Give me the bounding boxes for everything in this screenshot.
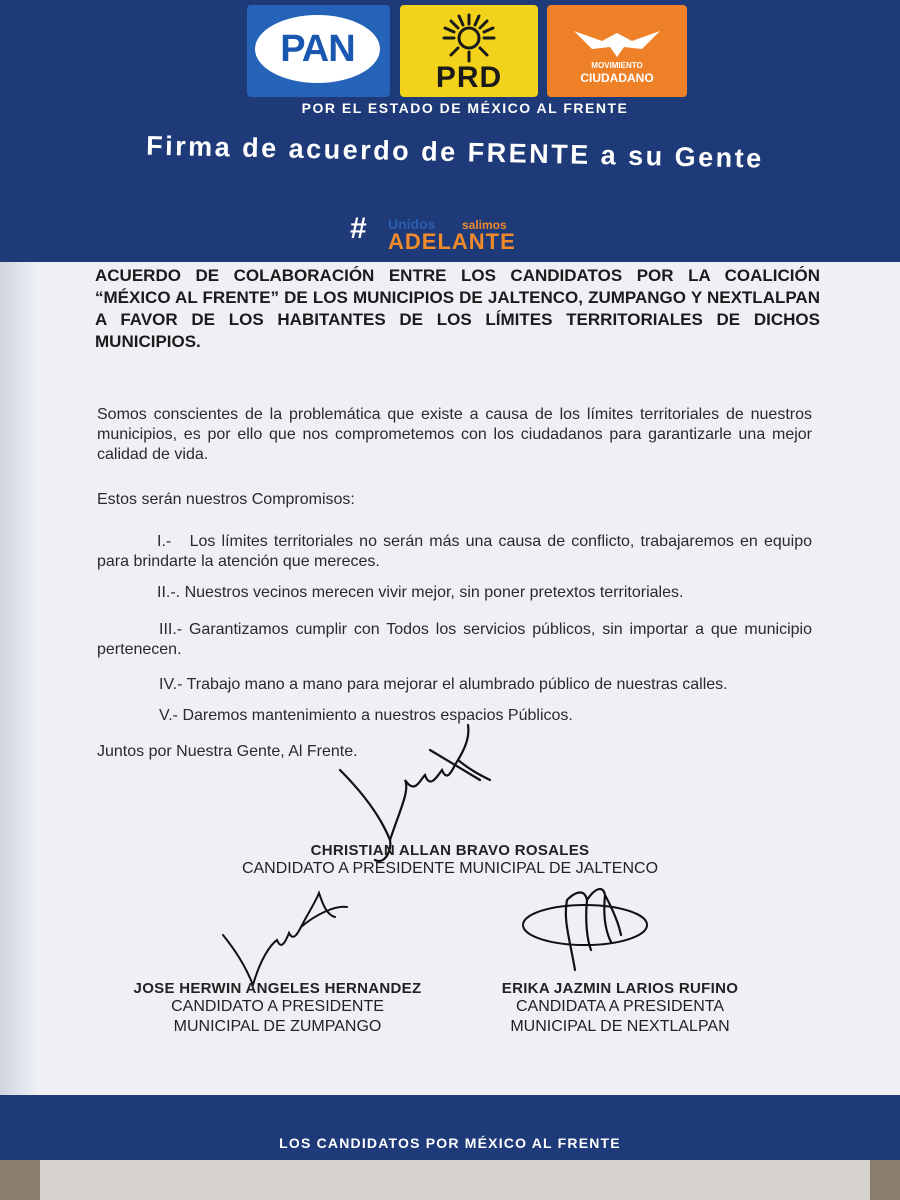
commitment-item bbox=[97, 620, 812, 660]
eagle-icon bbox=[572, 23, 662, 63]
commitment-text: Nuestros vecinos merecen vivir mejor, sin poner pretextos territoriales. bbox=[184, 584, 684, 601]
commitment-number: III.- bbox=[159, 621, 183, 638]
poster-title: Firma de acuerdo de FRENTE a su Gente bbox=[145, 130, 764, 174]
signatory-role: MUNICIPAL DE NEXTLALPAN bbox=[510, 1018, 730, 1035]
mc-logo-label-bottom: CIUDADANO bbox=[580, 71, 654, 85]
signature-erika bbox=[515, 870, 665, 980]
signatory-name: CHRISTIAN ALLAN BRAVO ROSALES bbox=[310, 842, 590, 859]
agreement-heading: ACUERDO DE COLABORACIÓN ENTRE LOS CANDIDATOS POR LA COALICIÓN “MÉXICO AL FRENTE” DE LOS MUNICIPIOS DE JALTENCO, ZUMPANGO Y NEXTLALPAN A FAVOR DE LOS HABITANTES DE LOS LÍMITES TERRITORIALES DE DICHOS MUNICIPIOS. bbox=[95, 266, 820, 351]
hashtag-word-unidos: Unidos bbox=[388, 216, 436, 232]
prd-sun-icon bbox=[430, 13, 508, 63]
commitment-text: Trabajo mano a mano para mejorar el alumbrado público de nuestras calles. bbox=[186, 676, 728, 693]
signatory-role: CANDIDATA A PRESIDENTA bbox=[515, 998, 725, 1015]
party-logos bbox=[247, 5, 687, 97]
movimiento-ciudadano-logo bbox=[547, 5, 687, 97]
commitment-item bbox=[97, 532, 812, 572]
signatory-role: CANDIDATO A PRESIDENTE MUNICIPAL DE JALTENCO bbox=[241, 860, 659, 877]
pan-logo-label: PAN bbox=[280, 27, 355, 70]
pan-logo-oval bbox=[255, 15, 380, 83]
hashtag-word-salimos: salimos bbox=[462, 218, 507, 232]
signatory-role: MUNICIPAL DE ZUMPANGO bbox=[173, 1018, 382, 1035]
header-banner bbox=[0, 0, 900, 262]
commitment-item bbox=[97, 583, 812, 603]
commitment-text: Los límites territoriales no serán más una causa de conflicto, trabajaremos en equipo para brindarte la atención que mereces. bbox=[97, 533, 812, 570]
mc-logo-label-top: MOVIMIENTO bbox=[591, 61, 643, 70]
commitments-title: Estos serán nuestros Compromisos: bbox=[97, 491, 355, 508]
signatory-name: JOSE HERWIN ANGELES HERNANDEZ bbox=[133, 980, 422, 997]
hashtag-symbol: # bbox=[350, 212, 367, 245]
commitment-text: Daremos mantenimiento a nuestros espacios Públicos. bbox=[182, 707, 573, 724]
hashtag-word-adelante: ADELANTE bbox=[388, 229, 516, 254]
signature-jose bbox=[215, 875, 355, 995]
commitment-number: I.- bbox=[157, 533, 172, 550]
commitment-number: V.- bbox=[159, 707, 178, 724]
commitment-number: IV.- bbox=[159, 676, 183, 693]
paper-fold-shadow bbox=[0, 262, 38, 1095]
commitment-item bbox=[97, 675, 812, 695]
intro-paragraph: Somos conscientes de la problemática que existe a causa de los límites territoriales de nuestros municipios, es por ello que nos comprometemos con los ciudadanos para garantizarle una mejor calidad de vida. bbox=[97, 406, 812, 463]
signatory-role: CANDIDATO A PRESIDENTE bbox=[171, 998, 384, 1015]
signatory-name: ERIKA JAZMIN LARIOS RUFINO bbox=[501, 980, 739, 997]
prd-logo bbox=[400, 5, 538, 97]
footer-banner bbox=[0, 1095, 900, 1160]
signatory-zumpango bbox=[105, 980, 450, 1037]
closing-line: Juntos por Nuestra Gente, Al Frente. bbox=[97, 743, 358, 760]
commitment-text: Garantizamos cumplir con Todos los servicios públicos, sin importar a que municipio pertenecen. bbox=[97, 621, 813, 658]
signatory-nextlalpan bbox=[480, 980, 760, 1037]
pan-logo bbox=[247, 5, 390, 97]
prd-logo-label: PRD bbox=[435, 61, 503, 94]
coalition-slogan: POR EL ESTADO DE MÉXICO AL FRENTE bbox=[301, 100, 629, 116]
footer-slogan: LOS CANDIDATOS POR MÉXICO AL FRENTE bbox=[279, 1135, 621, 1151]
commitment-number: II.-. bbox=[157, 584, 181, 601]
hashtag-logo bbox=[350, 212, 590, 254]
